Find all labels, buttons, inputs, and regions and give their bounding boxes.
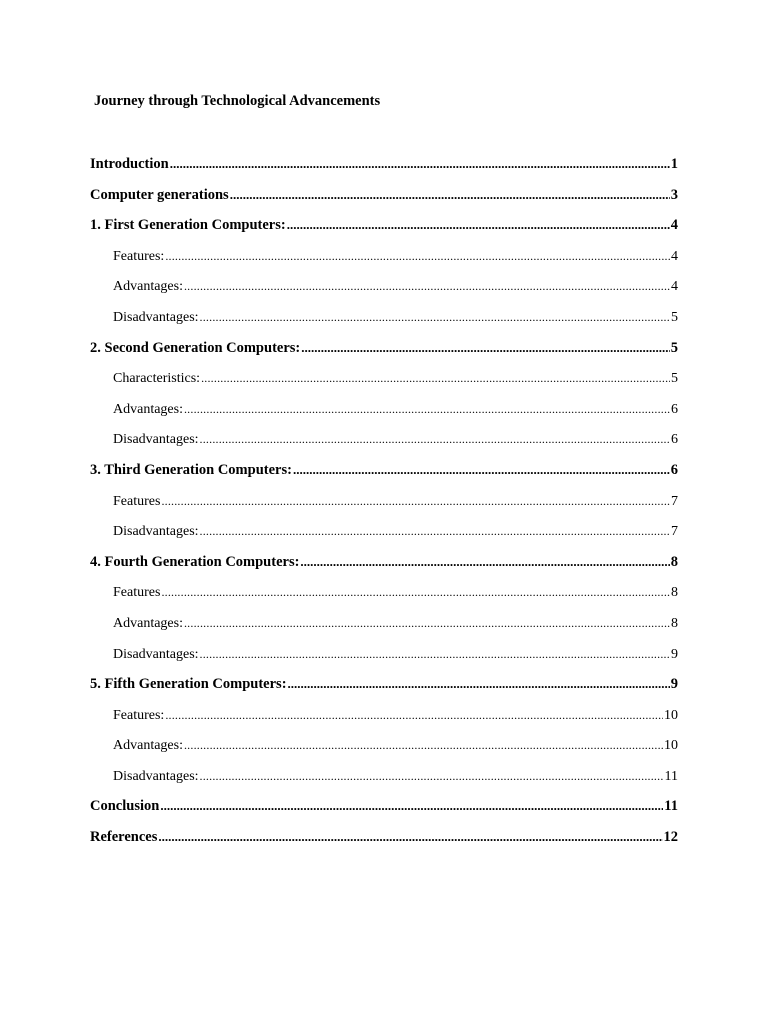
toc-entry-page: 9 (670, 676, 678, 693)
toc-entry-page: 10 (664, 707, 678, 723)
toc-entry[interactable] (90, 550, 678, 581)
toc-entry-page: 6 (671, 432, 678, 448)
toc-entry-label: 3. Third Generation Computers: (90, 461, 292, 478)
toc-entry-label: Introduction (90, 156, 169, 172)
toc-entry-page: 7 (671, 493, 678, 509)
toc-entry-page: 4 (671, 279, 678, 295)
toc-leader-dots (287, 213, 670, 237)
toc-entry-page: 1 (670, 156, 678, 172)
toc-leader-dots (160, 794, 663, 818)
toc-entry-label: Advantages: (113, 401, 183, 417)
toc-subentry[interactable] (90, 764, 678, 795)
toc-subentry[interactable] (90, 703, 678, 734)
toc-entry-label: Features: (113, 707, 165, 723)
toc-entry[interactable] (90, 183, 678, 214)
toc-entry-page: 6 (671, 401, 678, 417)
toc-entry[interactable] (90, 152, 678, 183)
toc-entry-label: Features: (113, 248, 165, 264)
toc-entry[interactable] (90, 794, 678, 825)
toc-leader-dots (161, 580, 670, 605)
toc-entry-label: Characteristics: (113, 371, 201, 387)
toc-entry-label: Disadvantages: (113, 524, 199, 540)
toc-entry[interactable] (90, 336, 678, 367)
toc-entry-label: 2. Second Generation Computers: (90, 339, 301, 356)
table-of-contents (90, 152, 678, 856)
toc-subentry[interactable] (90, 611, 678, 642)
toc-leader-dots (184, 733, 663, 758)
toc-entry-label: Conclusion (90, 798, 160, 815)
document-title: Journey through Technological Advancements (94, 93, 381, 109)
toc-subentry[interactable] (90, 519, 678, 550)
toc-leader-dots (300, 550, 669, 574)
toc-entry-label: Features (113, 493, 161, 509)
toc-subentry[interactable] (90, 397, 678, 428)
toc-entry-page: 5 (671, 309, 678, 325)
toc-entry-page: 12 (663, 829, 678, 846)
toc-entry-page: 11 (664, 798, 678, 815)
toc-entry-page: 4 (670, 217, 678, 234)
toc-leader-dots (200, 427, 670, 452)
toc-entry-label: Advantages: (113, 738, 183, 754)
toc-subentry[interactable] (90, 580, 678, 611)
toc-entry-label: Advantages: (113, 615, 183, 631)
toc-leader-dots (201, 366, 670, 391)
toc-entry-page: 6 (670, 461, 678, 478)
toc-leader-dots (184, 611, 670, 636)
toc-entry-page: 8 (671, 585, 678, 601)
toc-subentry[interactable] (90, 642, 678, 673)
toc-entry-label: Disadvantages: (113, 768, 199, 784)
toc-leader-dots (170, 152, 670, 176)
toc-subentry[interactable] (90, 489, 678, 520)
toc-entry[interactable] (90, 213, 678, 244)
toc-leader-dots (200, 642, 670, 667)
toc-entry-page: 3 (670, 186, 678, 203)
toc-leader-dots (158, 825, 662, 849)
toc-entry-label: 5. Fifth Generation Computers: (90, 676, 287, 693)
toc-entry[interactable] (90, 672, 678, 703)
toc-entry-label: References (90, 829, 158, 846)
toc-leader-dots (288, 672, 670, 696)
toc-entry-page: 7 (671, 524, 678, 540)
toc-leader-dots (165, 244, 670, 269)
toc-leader-dots (200, 519, 670, 544)
toc-entry-label: Advantages: (113, 279, 183, 295)
toc-entry-page: 5 (671, 371, 678, 387)
toc-entry[interactable] (90, 458, 678, 489)
toc-leader-dots (184, 274, 670, 299)
toc-leader-dots (161, 489, 670, 514)
toc-subentry[interactable] (90, 244, 678, 275)
toc-entry[interactable] (90, 825, 678, 856)
toc-entry-label: Features (113, 585, 161, 601)
toc-subentry[interactable] (90, 305, 678, 336)
toc-leader-dots (200, 305, 670, 330)
toc-entry-page: 5 (670, 339, 678, 356)
toc-leader-dots (200, 764, 664, 789)
toc-leader-dots (165, 703, 663, 728)
toc-entry-label: 4. Fourth Generation Computers: (90, 553, 300, 570)
toc-entry-label: Disadvantages: (113, 432, 199, 448)
toc-entry-page: 8 (670, 553, 678, 570)
toc-entry-label: Disadvantages: (113, 309, 199, 325)
toc-entry-page: 10 (664, 738, 678, 754)
toc-entry-label: Computer generations (90, 186, 229, 203)
toc-subentry[interactable] (90, 733, 678, 764)
toc-subentry[interactable] (90, 427, 678, 458)
toc-entry-label: 1. First Generation Computers: (90, 217, 286, 234)
toc-entry-page: 4 (671, 248, 678, 264)
toc-leader-dots (293, 458, 670, 482)
toc-entry-page: 9 (671, 646, 678, 662)
toc-leader-dots (301, 336, 670, 360)
toc-subentry[interactable] (90, 366, 678, 397)
toc-subentry[interactable] (90, 274, 678, 305)
toc-entry-label: Disadvantages: (113, 646, 199, 662)
toc-entry-page: 8 (671, 615, 678, 631)
toc-entry-page: 11 (664, 768, 678, 784)
toc-leader-dots (230, 183, 670, 207)
toc-leader-dots (184, 397, 670, 422)
